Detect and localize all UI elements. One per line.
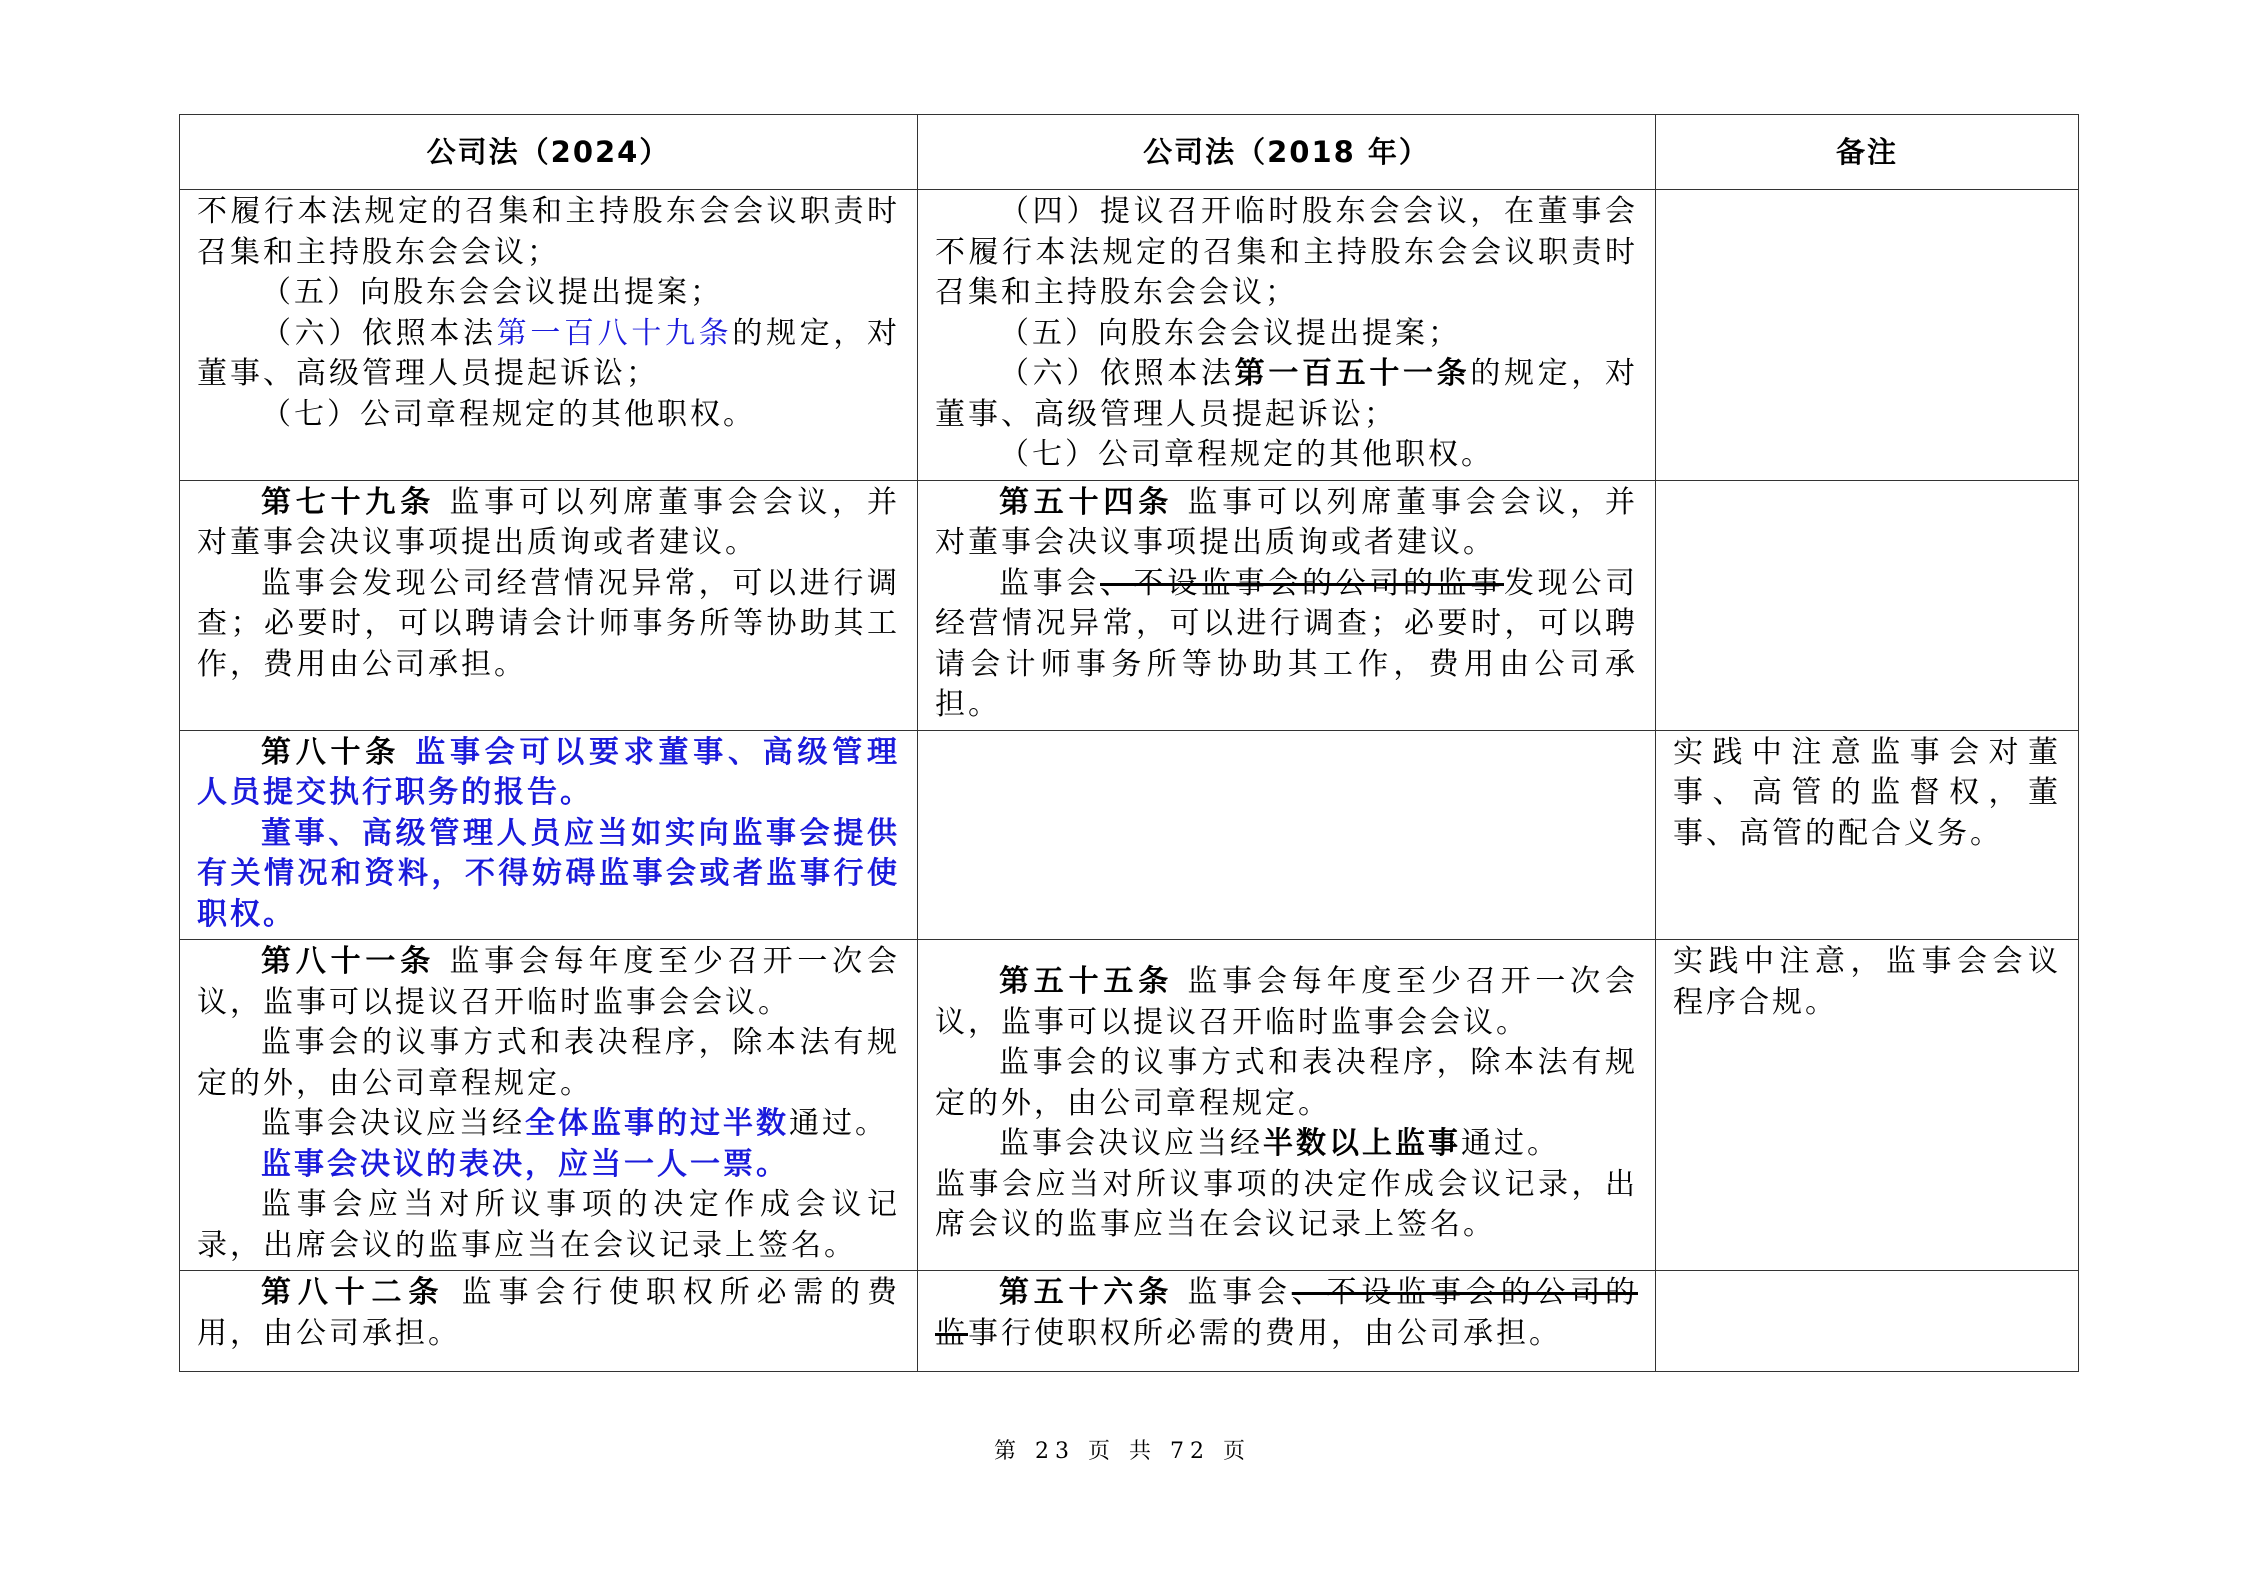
cell-note: 实践中注意，监事会会议程序合规。 <box>1656 940 2079 1271</box>
added-text: 全体监事的过半数 <box>525 1106 789 1141</box>
text-run: 监事会决议应当经 <box>261 1106 525 1141</box>
article-number: 第八十条 <box>261 734 401 770</box>
bold-text: 半数以上监事 <box>1263 1126 1461 1162</box>
paragraph: （五）向股东会会议提出提案； <box>999 315 1461 351</box>
cell-2018 <box>918 1271 1656 1372</box>
text-run: 监事会每年度至少召开一次会议，监事可以提议召开临时监事会会议。 <box>197 944 900 1020</box>
text-run: 监事可以列席董事会会议，并对董事会决议事项提出质询或者建议。 <box>197 484 900 560</box>
paragraph: （五）向股东会会议提出提案； <box>261 275 723 310</box>
paragraph <box>197 483 900 564</box>
cell-note <box>1656 1271 2079 1372</box>
table-row <box>180 940 2079 1271</box>
article-number: 第七十九条 <box>261 484 436 520</box>
paragraph <box>935 354 1638 435</box>
added-text: 监事会可以要求董事、高级管理人员提交执行职务的报告。 <box>197 734 900 810</box>
paragraph <box>197 942 900 1023</box>
paragraph: （七）公司章程规定的其他职权。 <box>999 437 1494 472</box>
paragraph <box>197 1104 900 1145</box>
added-paragraph: 董事、高级管理人员应当如实向监事会提供有关情况和资料，不得妨碍监事会或者监事行使职权。 <box>197 815 900 932</box>
header-2018: 公司法（2018 年） <box>918 115 1656 190</box>
cell-2018 <box>918 940 1656 1271</box>
cell-note <box>1656 480 2079 730</box>
amended-article-ref: 第一百八十九条 <box>496 315 733 351</box>
article-number: 第五十五条 <box>999 964 1174 1000</box>
article-number: 第五十四条 <box>999 484 1174 520</box>
paragraph <box>935 1273 1638 1354</box>
cell-note <box>1656 190 2079 481</box>
text-run: 监事会决议应当经 <box>999 1126 1263 1162</box>
table-row <box>180 730 2079 940</box>
cell-2024 <box>180 730 918 940</box>
article-ref: 第一百五十一条 <box>1234 356 1471 391</box>
header-2024: 公司法（2024） <box>180 115 918 190</box>
text-run: （六）依照本法 <box>999 356 1235 391</box>
article-number: 第八十一条 <box>261 944 436 979</box>
text-run: 监事会 <box>999 565 1100 601</box>
cell-2024 <box>180 480 918 730</box>
paragraph <box>935 1124 1638 1165</box>
text-run: 的规定，对董事、高级管理人员提起诉讼； <box>935 356 1639 432</box>
text-run: 监事会每年度至少召开一次会议，监事可以提议召开临时监事会会议。 <box>935 964 1638 1040</box>
paragraph <box>935 483 1638 564</box>
text-run: 通过。 <box>1461 1126 1560 1162</box>
paragraph: （七）公司章程规定的其他职权。 <box>261 396 756 432</box>
cell-note: 实践中注意监事会对董事、高管的监督权，董事、高管的配合义务。 <box>1656 730 2079 940</box>
text-run: 通过。 <box>789 1106 888 1141</box>
text-run: 的规定，对董事、高级管理人员提起诉讼； <box>197 315 901 391</box>
paragraph: 监事会的议事方式和表决程序，除本法有规定的外，由公司章程规定。 <box>197 1025 900 1101</box>
cell-2018 <box>918 190 1656 481</box>
deleted-text: 、不设监事会的公司的监事 <box>1100 565 1504 601</box>
added-paragraph: 监事会决议的表决，应当一人一票。 <box>261 1146 789 1182</box>
table-row <box>180 480 2079 730</box>
page-number: 第 23 页 共 72 页 <box>994 1439 1251 1464</box>
paragraph <box>197 1273 900 1354</box>
paragraph <box>197 733 900 814</box>
table-row <box>180 1271 2079 1372</box>
cell-2024 <box>180 1271 918 1372</box>
text-run: （六）依照本法 <box>261 315 497 351</box>
article-number: 第八十二条 <box>261 1275 446 1310</box>
paragraph <box>935 564 1638 726</box>
text-run: 发现公司经营情况异常，可以进行调查；必要时，可以聘请会计师事务所等协助其工作，费用由公司承担。 <box>935 565 1639 722</box>
paragraph: 监事会应当对所议事项的决定作成会议记录，出席会议的监事应当在会议记录上签名。 <box>197 1187 900 1263</box>
paragraph <box>935 962 1638 1043</box>
header-notes: 备注 <box>1656 115 2079 190</box>
cell-2018 <box>918 730 1656 940</box>
paragraph: 监事会发现公司经营情况异常，可以进行调查；必要时，可以聘请会计师事务所等协助其工作，费用由公司承担。 <box>197 565 900 682</box>
text-run: 监事可以列席董事会会议，并对董事会决议事项提出质询或者建议。 <box>935 484 1638 560</box>
text-run: 监事会 <box>1173 1275 1292 1310</box>
header-row <box>180 115 2079 190</box>
table-row <box>180 190 2079 481</box>
text-run: 事行使职权所必需的费用，由公司承担。 <box>968 1315 1562 1351</box>
paragraph: （四）提议召开临时股东会会议，在董事会不履行本法规定的召集和主持股东会会议职责时召集和主持股东会会议； <box>935 194 1638 310</box>
text-run: 监事会行使职权所必需的费用，由公司承担。 <box>197 1275 901 1351</box>
deleted-text: 、不设监事会的公司的监 <box>935 1275 1638 1351</box>
paragraph: 监事会的议事方式和表决程序，除本法有规定的外，由公司章程规定。 <box>935 1045 1638 1121</box>
cell-2018 <box>918 480 1656 730</box>
paragraph: 不履行本法规定的召集和主持股东会会议职责时召集和主持股东会会议； <box>197 194 900 270</box>
comparison-table <box>179 114 2079 1372</box>
article-number: 第五十六条 <box>999 1275 1174 1310</box>
paragraph <box>197 314 900 395</box>
cell-2024 <box>180 190 918 481</box>
cell-2024 <box>180 940 918 1271</box>
paragraph: 监事会应当对所议事项的决定作成会议记录，出席会议的监事应当在会议记录上签名。 <box>935 1166 1638 1243</box>
